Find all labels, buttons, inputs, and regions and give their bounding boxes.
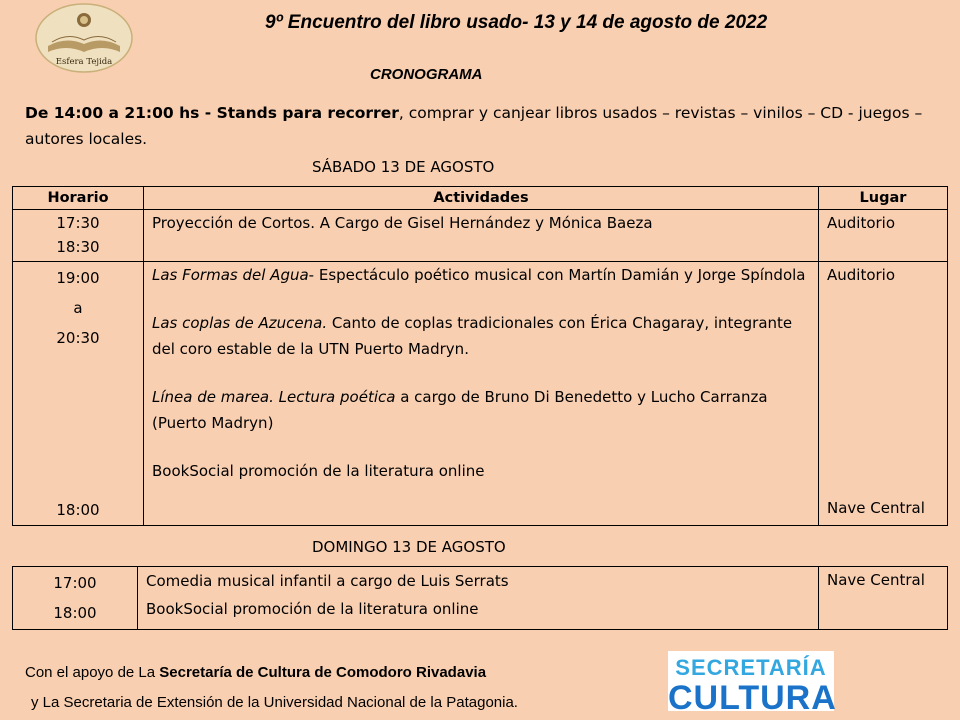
activity-booksocial: BookSocial promoción de la literatura online [146,600,479,618]
intro-text [25,100,945,152]
secretaria-cultura-logo [668,651,837,717]
time-booksocial: 18:00 [56,501,100,519]
col-actividades: Actividades [144,187,819,210]
table-row [13,567,948,630]
table-header-row [13,187,948,210]
cultura-logo-line-1: SECRETARÍA [675,655,827,680]
time-cell [13,567,138,630]
place-auditorio: Auditorio [827,266,896,284]
activity-booksocial: BookSocial promoción de la literatura online [152,462,485,480]
activity-cell [144,262,819,526]
sunday-heading: DOMINGO 13 DE AGOSTO [312,538,506,556]
activity-linea-de-marea: Línea de marea. Lectura poética a cargo de Bruno Di Benedetto y Lucho Carranza (Puerto Madryn) [152,388,768,432]
time-end: 18:30 [56,238,100,256]
sunday-table [12,566,948,630]
place-cell: Auditorio [819,210,948,262]
activity-formas-del-agua: Las Formas del Agua- Espectáculo poético musical con Martín Damián y Jorge Spíndola [152,266,806,284]
place-nave-central: Nave Central [827,499,925,517]
cultura-logo-line-2: CULTURA [668,679,837,717]
intro-rest: , comprar y canjear libros usados – revistas – vinilos – CD - juegos – autores locales. [25,104,923,148]
time-cell [13,210,144,262]
page-title: 9º Encuentro del libro usado- 13 y 14 de agosto de 2022 [265,12,768,33]
saturday-heading: SÁBADO 13 DE AGOSTO [312,158,495,176]
logo-text: Esfera Tejida [55,57,113,67]
intro-bold: De 14:00 a 21:00 hs - Stands para recorrer [25,104,399,122]
time-separator: a [73,299,83,317]
activity-cell: Proyección de Cortos. A Cargo de Gisel Hernández y Mónica Baeza [144,210,819,262]
footer-line-2: y La Secretaria de Extensión de la Universidad Nacional de la Patagonia. [31,694,518,711]
table-row [13,210,948,262]
esfera-tejida-logo [34,2,134,74]
time-start: 17:30 [56,214,100,232]
table-row [13,262,948,526]
time-start: 19:00 [56,269,100,287]
footer-support [25,658,518,718]
saturday-table [12,186,948,526]
activity-comedia: Comedia musical infantil a cargo de Luis Serrats [146,572,509,590]
activity-coplas: Las coplas de Azucena. Canto de coplas tradicionales con Érica Chagaray, integrante del coro estable de la UTN Puerto Madryn. [152,314,793,358]
schedule-heading: CRONOGRAMA [370,66,483,83]
activity-cell [138,567,819,630]
col-horario: Horario [13,187,144,210]
place-cell [819,262,948,526]
time-end: 18:00 [53,604,97,622]
place-cell: Nave Central [819,567,948,630]
time-cell [13,262,144,526]
col-lugar: Lugar [819,187,948,210]
time-start: 17:00 [53,574,97,592]
footer-line-1: Con el apoyo de La Secretaría de Cultura de Comodoro Rivadavia [25,664,487,681]
time-end: 20:30 [56,329,100,347]
